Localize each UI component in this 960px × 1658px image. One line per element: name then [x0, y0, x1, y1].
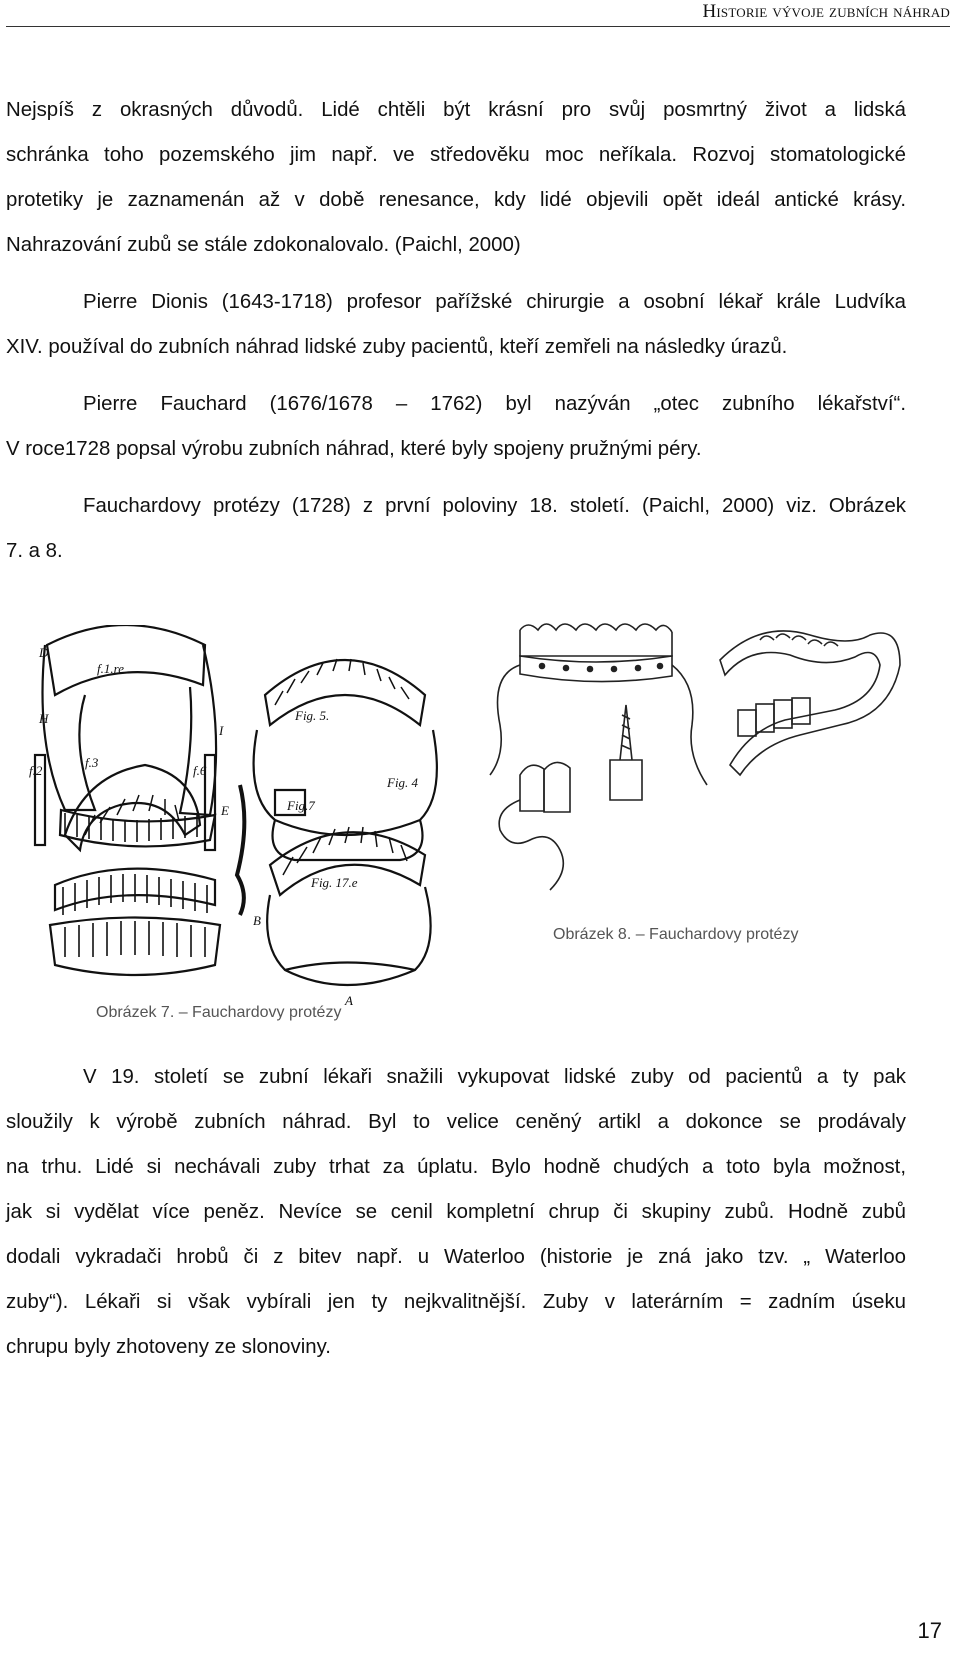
- running-header: [6, 0, 950, 27]
- fig7-label-d: D: [39, 645, 49, 660]
- paragraph-line: jak si vydělat více peněz. Nevíce se cenil kompletní chrup či skupiny zubů. Hodně zubů: [6, 1201, 906, 1223]
- paragraph-line: Fauchardovy protézy (1728) z první poloviny 18. století. (Paichl, 2000) viz. Obrázek: [83, 495, 906, 517]
- fig7-label-h: H: [39, 711, 49, 726]
- paragraph-line: protetiky je zaznamenán až v době renesance, kdy lidé objevili opět ideál antické krásy.: [6, 189, 906, 211]
- paragraph-line: zuby“). Lékaři si však vybírali jen ty nejkvalitnější. Zuby v laterárním = zadním úseku: [6, 1291, 906, 1313]
- paragraph-line: XIV. používal do zubních náhrad lidské zuby pacientů, kteří zemřeli na následky úrazů.: [6, 336, 788, 358]
- figure-8-drawing: [480, 600, 930, 920]
- paragraph-line: Nejspíš z okrasných důvodů. Lidé chtěli být krásní pro svůj posmrtný život a lidská: [6, 99, 906, 121]
- paragraph-line: sloužily k výrobě zubních náhrad. Byl to velice ceněný artikl a dokonce se prodávaly: [6, 1111, 906, 1133]
- figure-8-caption: Obrázek 8. – Fauchardovy protézy: [553, 926, 799, 943]
- paragraph-line: schránka toho pozemského jim např. ve středověku moc neříkala. Rozvoj stomatologické: [6, 144, 906, 166]
- paragraph-line: na trhu. Lidé si nechávali zuby trhat za úplatu. Bylo hodně chudých a toto byla možnost,: [6, 1156, 906, 1178]
- fig7-label-i: I: [219, 723, 224, 738]
- paragraph-line: V roce1728 popsal výrobu zubních náhrad, které byly spojeny pružnými péry.: [6, 438, 702, 460]
- figure-7-engraving: [25, 625, 465, 1010]
- paragraph-line: 7. a 8.: [6, 540, 63, 562]
- fig7-label-fig4: Fig. 4: [387, 775, 419, 790]
- fig7-label-f6: f.6: [193, 763, 207, 778]
- fig7-label-b: B: [253, 913, 261, 928]
- paragraph-line: Pierre Fauchard (1676/1678 – 1762) byl nazýván „otec zubního lékařství“.: [83, 393, 906, 415]
- fig7-label-fig17: Fig. 17.e: [311, 875, 358, 890]
- fig7-label-f2: f.2: [29, 763, 43, 778]
- paragraph-line: chrupu byly zhotoveny ze slonoviny.: [6, 1336, 331, 1358]
- header-title: Historie vývoje zubních náhrad: [702, 1, 950, 22]
- paragraph-line: V 19. století se zubní lékaři snažili vykupovat lidské zuby od pacientů a ty pak: [83, 1066, 906, 1088]
- paragraph-line: dodali vykradači hrobů či z bitev např. u Waterloo (historie je zná jako tzv. „ Waterloo: [6, 1246, 906, 1268]
- paragraph-line: Pierre Dionis (1643-1718) profesor pařížské chirurgie a osobní lékař krále Ludvíka: [83, 291, 906, 313]
- fig7-label-fig7: Fig.7: [287, 798, 315, 813]
- fig7-label-e: E: [221, 803, 229, 818]
- fig7-label-fig5: Fig. 5.: [295, 708, 330, 723]
- figure-7-caption: Obrázek 7. – Fauchardovy protézy: [96, 1004, 342, 1021]
- page-number: 17: [917, 1618, 942, 1643]
- fig7-label-a: A: [345, 993, 353, 1008]
- fig7-label-f3: f.3: [85, 755, 99, 770]
- paragraph-line: Nahrazování zubů se stále zdokonalovalo. (Paichl, 2000): [6, 234, 521, 256]
- fig7-label-f1: f.1.re: [97, 661, 124, 676]
